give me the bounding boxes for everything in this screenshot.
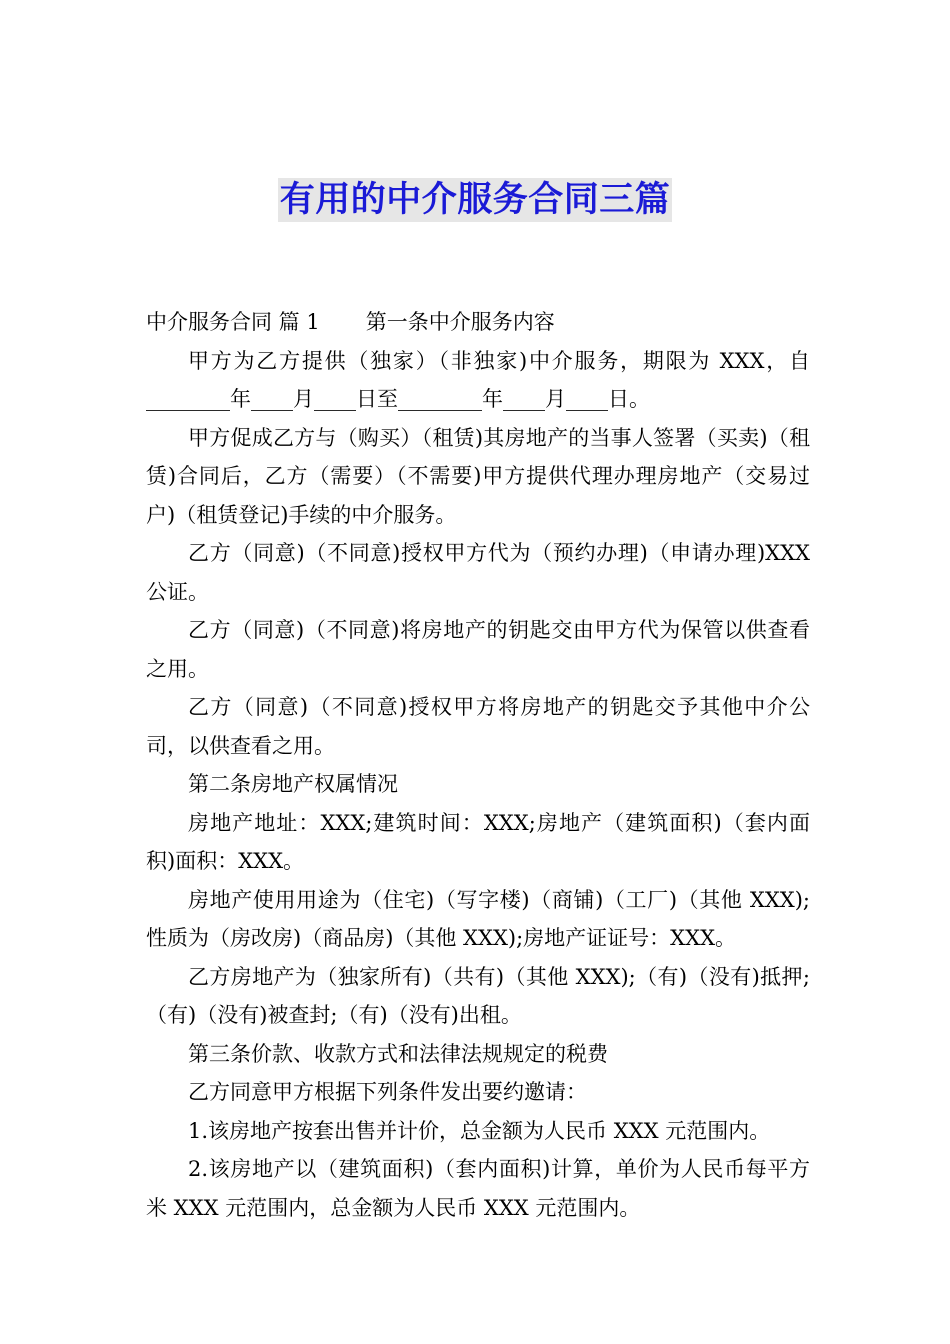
section-heading-line [146,303,810,342]
paragraph-property-ownership: 乙方房地产为（独家所有)（共有)（其他 XXX);（有)（没有)抵押;（有)（没有)被查封;（有)（没有)出租。 [146,964,810,1027]
paragraph-key-custody: 乙方（同意)（不同意)将房地产的钥匙交由甲方代为保管以供查看之用。 [146,618,810,681]
article-3-heading: 第三条价款、收款方式和法律法规规定的税费 [188,1041,608,1066]
paragraph-offer-invitation: 乙方同意甲方根据下列条件发出要约邀请： [188,1080,587,1104]
article-1-heading: 第一条中介服务内容 [365,310,555,334]
paragraph-key-transfer: 乙方（同意)（不同意)授权甲方将房地产的钥匙交予其他中介公司，以供查看之用。 [146,695,810,758]
article-2-heading: 第二条房地产权属情况 [188,772,398,796]
paragraph-property-usage: 房地产使用用途为（住宅)（写字楼)（商铺)（工厂)（其他 XXX);性质为（房改房)（商品房)（其他 XXX);房地产证证号：XXX。 [146,887,810,950]
paragraph-notarization: 乙方（同意)（不同意)授权甲方代为（预约办理)（申请办理)XXX 公证。 [146,541,810,604]
title-container [0,178,950,222]
paragraph-contract-facilitation: 甲方促成乙方与（购买）（租赁)其房地产的当事人签署（买卖)（租赁)合同后，乙方（需要）（不需要)甲方提供代理办理房地产（交易过户)（租赁登记)手续的中介服务。 [146,425,810,527]
paragraph-service-term: 甲方为乙方提供（独家）（非独家)中介服务，期限为 XXX，自________年____月____日至________年____月____日。 [146,348,810,411]
paragraph-price-item-1: 1.该房地产按套出售并计价，总金额为人民币 XXX 元范围内。 [188,1118,771,1143]
document-title: 有用的中介服务合同三篇 [279,180,671,220]
contract-heading: 中介服务合同 篇 1 [146,310,320,334]
document-body [146,303,810,1227]
paragraph-property-address: 房地产地址：XXX;建筑时间：XXX;房地产（建筑面积)（套内面积)面积：XXX。 [146,810,810,873]
paragraph-price-item-2: 2.该房地产以（建筑面积)（套内面积)计算，单价为人民币每平方米 XXX 元范围内，总金额为人民币 XXX 元范围内。 [146,1157,810,1220]
